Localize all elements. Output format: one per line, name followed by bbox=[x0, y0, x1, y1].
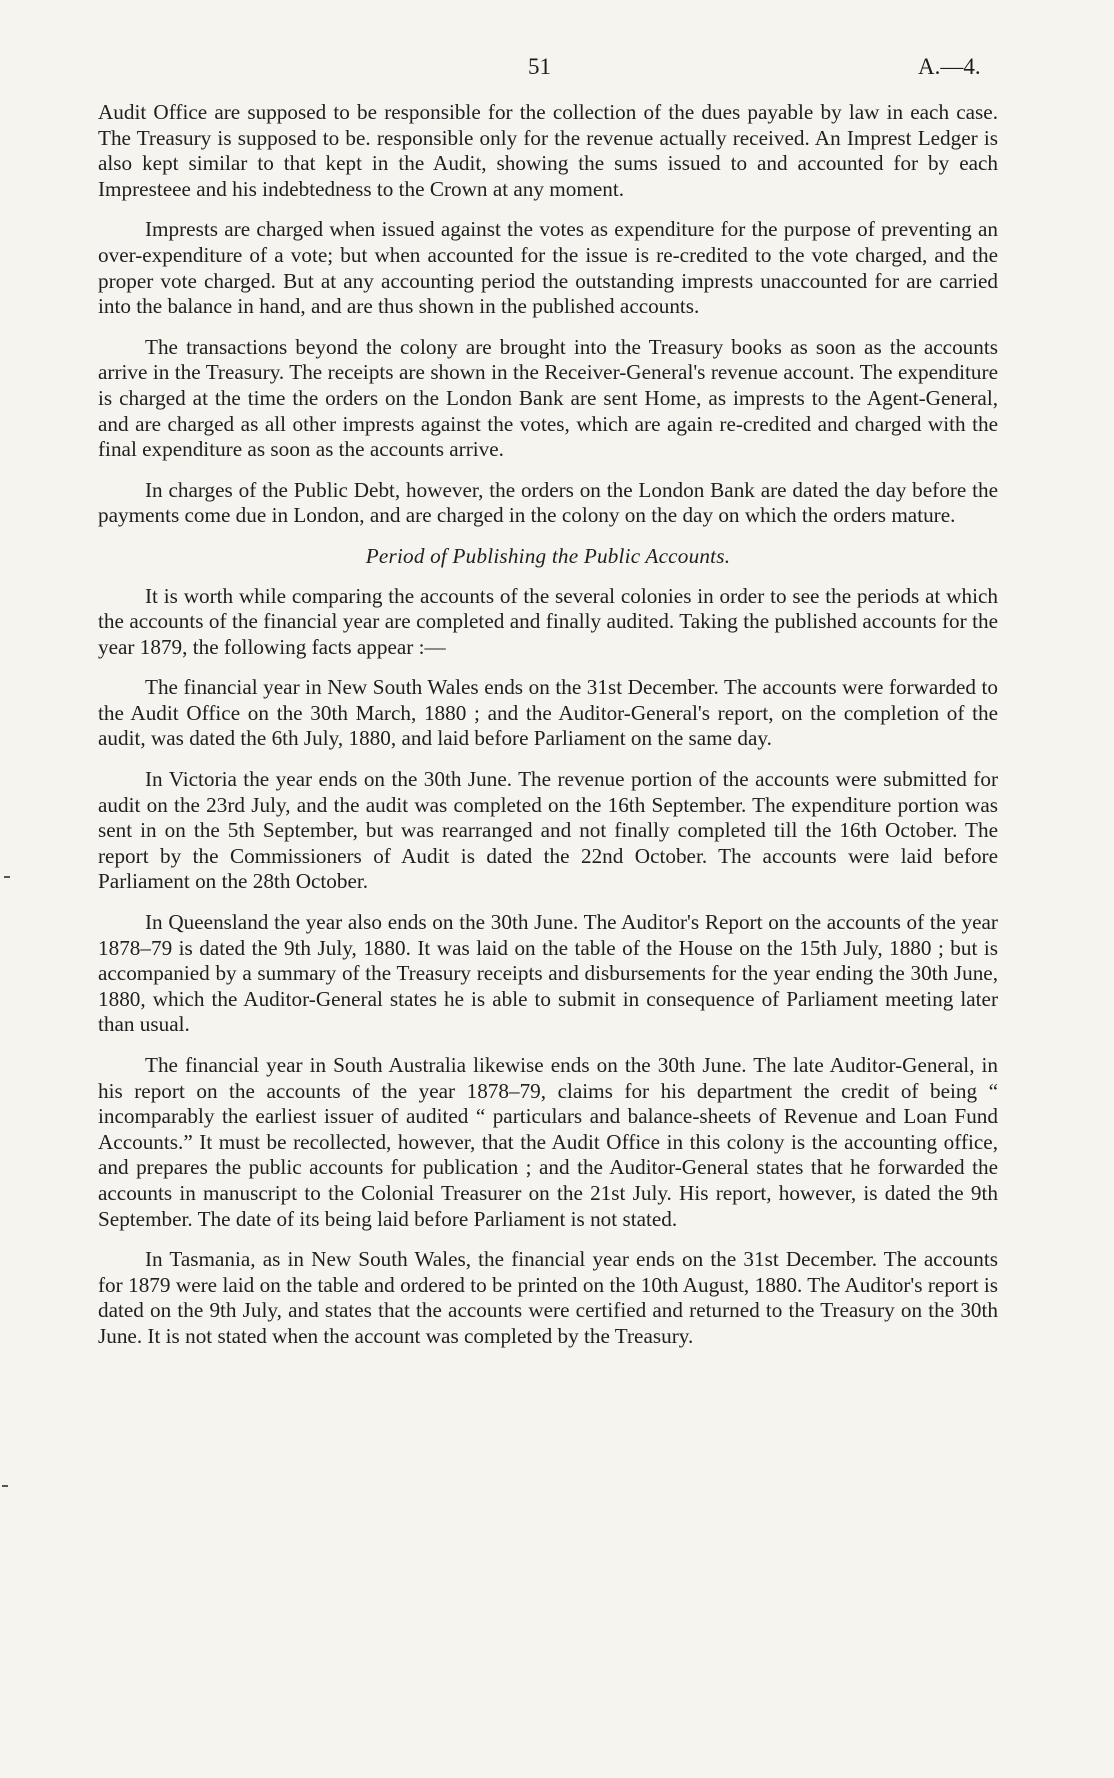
page-number: 51 bbox=[528, 54, 551, 79]
margin-mark bbox=[2, 1485, 8, 1487]
body-text bbox=[98, 100, 998, 1365]
paragraph: Audit Office are supposed to be responsible for the collection of the dues payable by law in each case. The Treasury is supposed to be. responsible only for the revenue actually received. An Imprest Ledger is also kept similar to that kept in the Audit, showing the sums issued to and accounted for by each Impresteee and his indebtedness to the Crown at any moment. bbox=[98, 100, 998, 201]
paragraph: The transactions beyond the colony are brought into the Treasury books as soon as the accounts arrive in the Treasury. The receipts are shown in the Receiver-General's revenue account. The expenditure is charged at the time the orders on the London Bank are sent Home, as imprests to the Agent-General, and are charged as all other imprests against the votes, which are again re-credited and charged with the final expenditure as soon as the accounts arrive. bbox=[98, 334, 998, 462]
section-heading: Period of Publishing the Public Accounts. bbox=[365, 543, 731, 568]
paragraph: The financial year in South Australia likewise ends on the 30th June. The late Auditor-General, in his report on the accounts of the year 1878–79, claims for his department the credit of being “ incomparably the earliest issuer of audited “ particulars and balance-sheets of Revenue and Loan Fund Accounts.” It must be recollected, however, that the Audit Office in this colony is the accounting office, and prepares the public accounts for publication ; and the Auditor-General states that he forwarded the accounts in manuscript to the Colonial Treasurer on the 21st July. His report, however, is dated the 9th September. The date of its being laid before Parliament is not stated. bbox=[98, 1053, 998, 1231]
paragraph: In charges of the Public Debt, however, the orders on the London Bank are dated the day before the payments come due in London, and are charged in the colony on the day on which the orders mature. bbox=[98, 477, 998, 528]
paragraph: In Victoria the year ends on the 30th June. The revenue portion of the accounts were submitted for audit on the 23rd July, and the audit was completed on the 16th September. The expenditure portion was sent in on the 5th September, but was rearranged and not finally completed till the 16th October. The report by the Commissioners of Audit is dated the 22nd October. The accounts were laid before Parliament on the 28th October. bbox=[98, 767, 998, 894]
margin-mark bbox=[4, 876, 10, 878]
paragraph: The financial year in New South Wales ends on the 31st December. The accounts were forwarded to the Audit Office on the 30th March, 1880 ; and the Auditor-General's report, on the completion of the audit, was dated the 6th July, 1880, and laid before Parliament on the same day. bbox=[98, 675, 998, 751]
paragraph: It is worth while comparing the accounts of the several colonies in order to see the periods at which the accounts of the financial year are completed and finally audited. Taking the published accounts for the year 1879, the following facts appear :— bbox=[98, 583, 998, 659]
paragraph: Imprests are charged when issued against the votes as expenditure for the purpose of preventing an over-expenditure of a vote; but when accounted for the issue is re-credited to the vote charged, and the proper vote charged. But at any accounting period the outstanding imprests unaccounted for are carried into the balance in hand, and are thus shown in the published accounts. bbox=[98, 217, 998, 319]
document-reference: A.—4. bbox=[918, 54, 981, 79]
paragraph: In Queensland the year also ends on the 30th June. The Auditor's Report on the accounts of the year 1878–79 is dated the 9th July, 1880. It was laid on the table of the House on the 15th July, 1880 ; but is accompanied by a summary of the Treasury receipts and disbursements for the year ending the 30th June, 1880, which the Auditor-General states he is able to submit in consequence of Parliament meeting later than usual. bbox=[98, 910, 998, 1037]
paragraph: In Tasmania, as in New South Wales, the financial year ends on the 31st December. The accounts for 1879 were laid on the table and ordered to be printed on the 10th August, 1880. The Auditor's report is dated on the 9th July, and states that the accounts were certified and returned to the Treasury on the 30th June. It is not stated when the account was completed by the Treasury. bbox=[98, 1247, 998, 1348]
page-header bbox=[0, 48, 1114, 88]
